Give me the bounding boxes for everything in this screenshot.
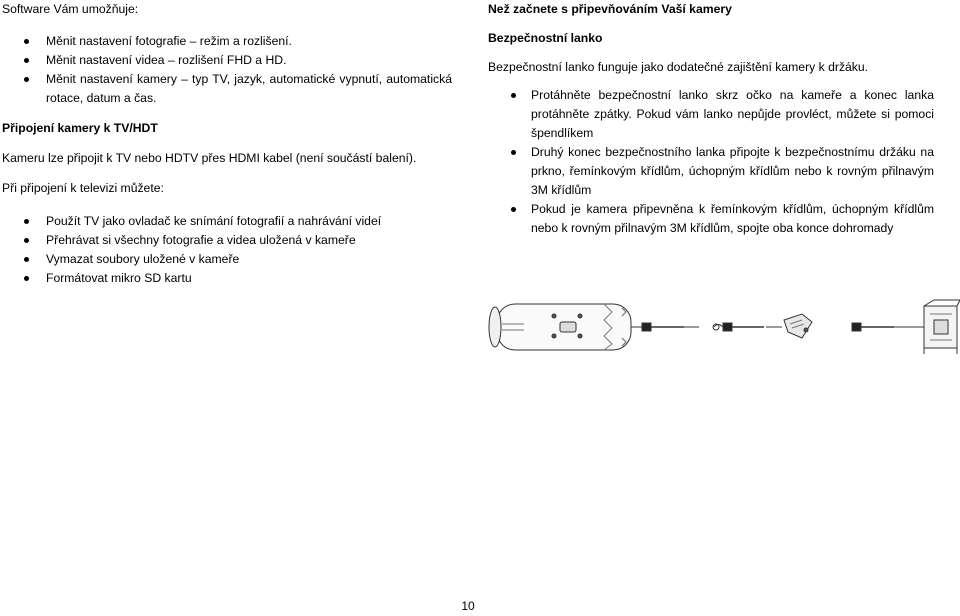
software-intro: Software Vám umožňuje: [2, 2, 139, 16]
tv-heading: Připojení kamery k TV/HDT [2, 121, 158, 135]
software-list [2, 32, 452, 108]
list-item: Druhý konec bezpečnostního lanka připojte k bezpečnostnímu držáku na prkno, řemínkovým křídlům, úchopným křídlům nebo k rovným přilnavým 3M křídlům [488, 143, 934, 200]
tether-line-1 [713, 323, 764, 331]
section-heading: Než začnete s připevňováním Vaší kamery [488, 2, 732, 16]
list-item: Použít TV jako ovladač ke snímání fotografií a nahrávání videí [2, 212, 452, 231]
page-number: 10 [461, 599, 475, 613]
list-item: Formátovat mikro SD kartu [2, 269, 452, 288]
tether-clip-1 [642, 323, 699, 331]
lead-text: Bezpečnostní lanko funguje jako dodatečné zajištění kamery k držáku. [488, 60, 869, 74]
tv-list [2, 212, 452, 288]
camera-illustration [489, 304, 644, 350]
left-column [2, 0, 452, 288]
tv-intro: Při připojení k televizi můžete: [2, 181, 164, 195]
mount-bracket [924, 300, 960, 354]
steps-list [488, 86, 934, 238]
list-item: Pokud je kamera připevněna k řemínkovým křídlům, úchopným křídlům nebo k rovným přilnavým 3M křídlům, spojte oba konce dohromady [488, 200, 934, 238]
right-column [488, 0, 934, 238]
tether-line-2 [852, 323, 924, 331]
tv-text: Kameru lze připojit k TV nebo HDTV přes HDMI kabel (není součástí balení). [2, 151, 417, 165]
section-subheading: Bezpečnostní lanko [488, 31, 603, 45]
list-item: Přehrávat si všechny fotografie a videa uložená v kameře [2, 231, 452, 250]
list-item: Měnit nastavení kamery – typ TV, jazyk, automatické vypnutí, automatická rotace, datum a čas. [2, 70, 452, 108]
list-item: Měnit nastavení fotografie – režim a rozlišení. [2, 32, 452, 51]
list-item: Vymazat soubory uložené v kameře [2, 250, 452, 269]
tether-mount-clip [766, 314, 812, 338]
list-item: Protáhněte bezpečnostní lanko skrz očko na kameře a konec lanka protáhněte zpátky. Pokud vám lanko nepůjde provléct, můžete si pomoci špendlíkem [488, 86, 934, 143]
list-item: Měnit nastavení videa – rozlišení FHD a HD. [2, 51, 452, 70]
tether-illustration [484, 296, 960, 358]
